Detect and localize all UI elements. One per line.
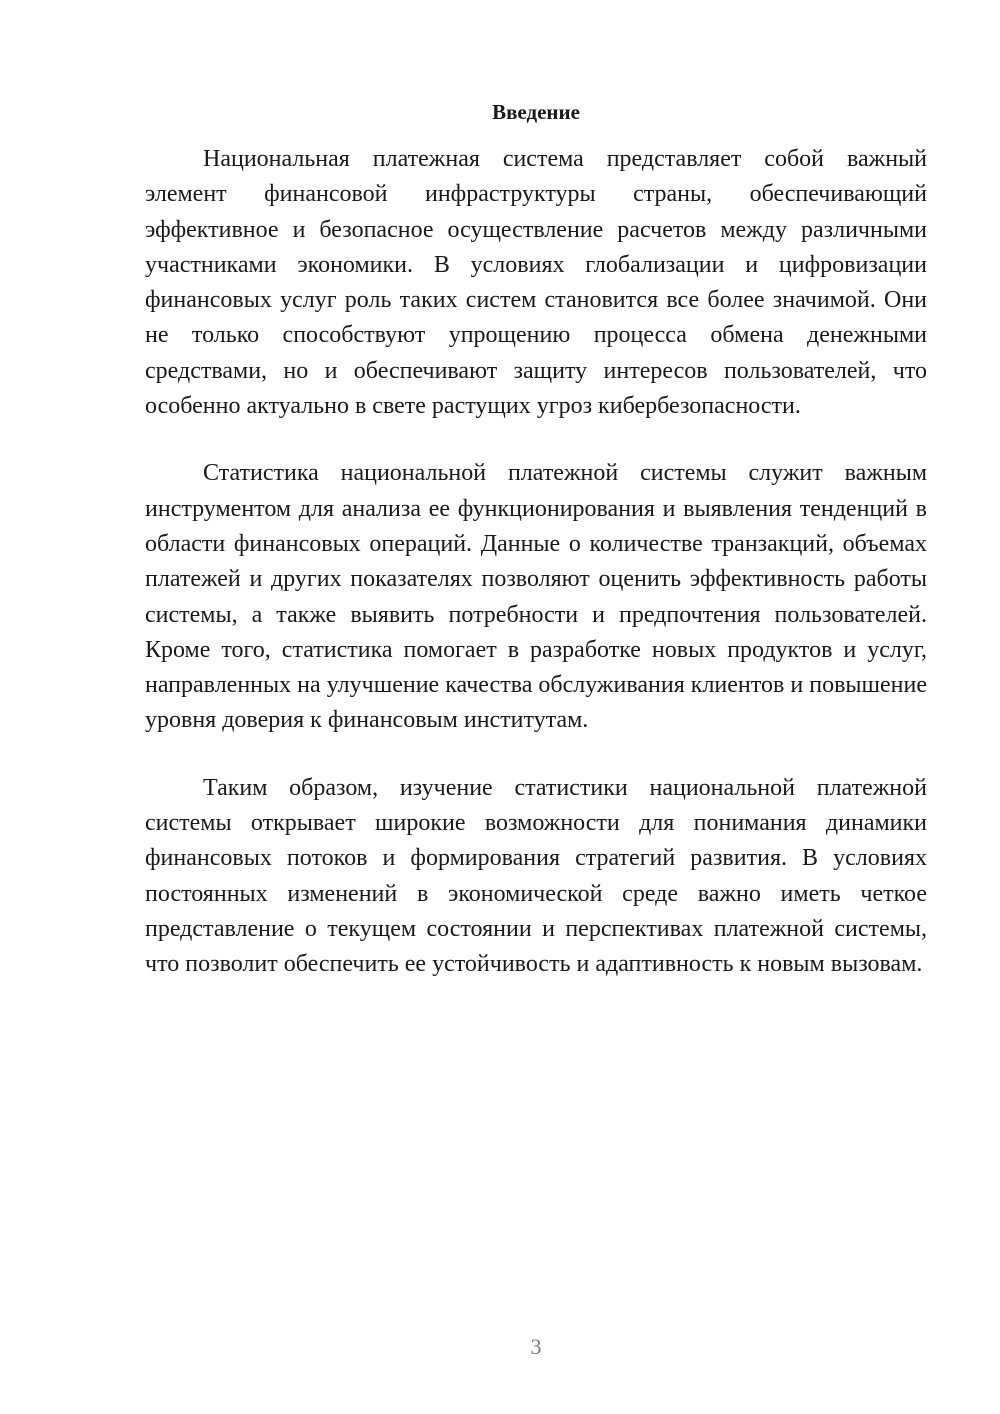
paragraph-3: Таким образом, изучение статистики национальной платежной системы открывает широкие возможности для понимания динамики финансовых потоков и формирования стратегий развития. В условиях постоянных изменений в экономической среде важно иметь четкое представление о текущем состоянии и перспективах платежной системы, что позволит обеспечить ее устойчивость и адаптивность к новым вызовам. bbox=[145, 774, 927, 978]
paragraph-1: Национальная платежная система представляет собой важный элемент финансовой инфраструктуры страны, обеспечивающий эффективное и безопасное осуществление расчетов между различными участниками экономики. В условиях глобализации и цифровизации финансовых услуг роль таких систем становится все более значимой. Они не только способствуют упрощению процесса обмена денежными средствами, но и обеспечивают защиту интересов пользователей, что особенно актуально в свете растущих угроз кибербезопасности. bbox=[145, 146, 927, 420]
body-text bbox=[145, 142, 927, 983]
section-heading: Введение bbox=[492, 100, 580, 124]
paragraph-2: Статистика национальной платежной системы служит важным инструментом для анализа ее функционирования и выявления тенденций в области финансовых операций. Данные о количестве транзакций, объемах платежей и других показателях позволяют оценить эффективность работы системы, а также выявить потребности и предпочтения пользователей. Кроме того, статистика помогает в разработке новых продуктов и услуг, направленных на улучшение качества обслуживания клиентов и повышение уровня доверия к финансовым институтам. bbox=[145, 460, 927, 734]
page-number: 3 bbox=[530, 1334, 542, 1359]
